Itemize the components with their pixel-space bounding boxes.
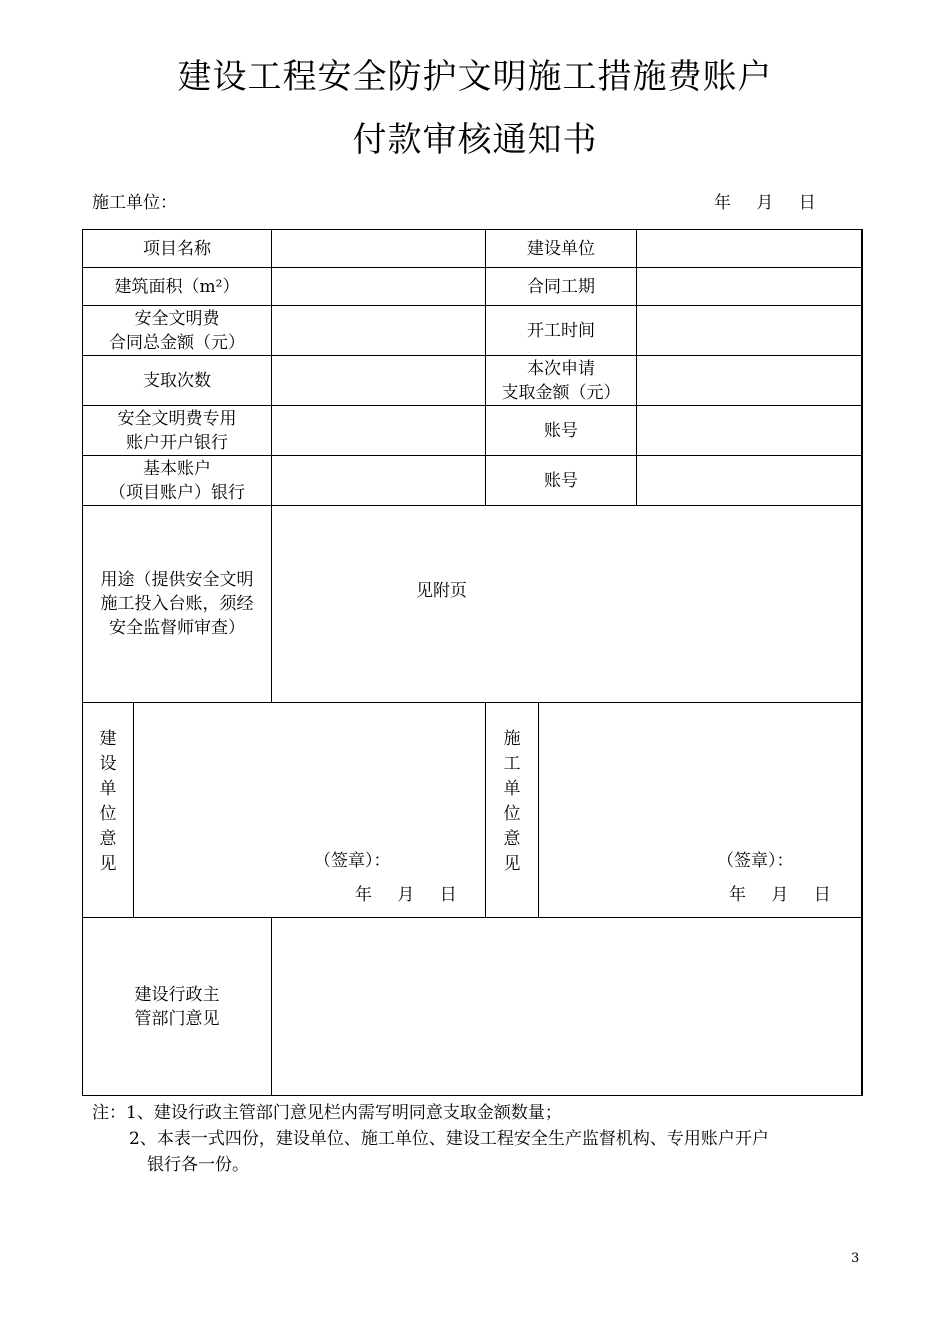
contractor-opinion-field[interactable] [539,703,862,918]
start-time-field[interactable] [637,306,862,356]
contractor-opinion-date: 年 月 日 [729,885,831,905]
form-row-admin [83,918,862,1096]
builder-opinion-label-text: 建设单位意见 [99,729,117,874]
basic-account-bank-label-line1: 基本账户 [143,458,211,479]
construction-unit-label: 施工单位： [92,193,177,213]
contractor-opinion-label-text: 施工单位意见 [503,729,521,874]
purpose-label [83,506,272,703]
builder-field[interactable] [637,230,862,268]
document-title-line2: 付款审核通知书 [352,120,598,160]
safety-fee-total-label-line1: 安全文明费 [134,308,220,329]
audit-form-table [82,229,863,1096]
header-date-label: 年 月 日 [714,193,816,213]
form-row-opinions [83,703,862,918]
basic-account-bank-label [83,456,272,506]
basic-account-no-label: 账号 [486,456,637,506]
withdrawal-count-field[interactable] [272,356,486,406]
form-row-basic-account [83,456,862,506]
contractor-opinion-label [486,703,539,918]
request-amount-field[interactable] [637,356,862,406]
basic-account-no-field[interactable] [637,456,862,506]
builder-opinion-label [83,703,134,918]
notes [92,1100,769,1178]
floor-area-label: 建筑面积（m²） [83,268,272,306]
safety-fee-total-label [83,306,272,356]
safety-fee-total-field[interactable] [272,306,486,356]
project-name-field[interactable] [272,230,486,268]
request-amount-label-line2: 支取金额（元） [501,382,621,403]
document-title-line1: 建设工程安全防护文明施工措施费账户 [177,57,773,97]
builder-opinion-date: 年 月 日 [355,885,457,905]
contract-period-field[interactable] [637,268,862,306]
form-row-project [83,230,862,268]
admin-opinion-label [83,918,272,1096]
purpose-field[interactable]: 见附页 [272,506,862,703]
special-account-bank-label-line1: 安全文明费专用 [117,408,237,429]
floor-area-field[interactable] [272,268,486,306]
basic-account-bank-field[interactable] [272,456,486,506]
admin-opinion-label-line2: 管部门意见 [134,1008,220,1029]
safety-fee-total-label-line2: 合同总金额（元） [109,332,245,353]
special-account-bank-field[interactable] [272,406,486,456]
form-row-withdrawal [83,356,862,406]
form-row-area [83,268,862,306]
request-amount-label [486,356,637,406]
special-account-no-field[interactable] [637,406,862,456]
contract-period-label: 合同工期 [486,268,637,306]
start-time-label: 开工时间 [486,306,637,356]
admin-opinion-label-line1: 建设行政主 [134,984,220,1005]
special-account-bank-label [83,406,272,456]
purpose-label-line3: 安全监督师审查） [109,618,245,638]
note-line1: 注：1、建设行政主管部门意见栏内需写明同意支取金额数量； [92,1103,562,1123]
admin-opinion-field[interactable] [272,918,862,1096]
form-row-purpose [83,506,862,703]
page-number: 3 [851,1251,860,1266]
builder-label: 建设单位 [486,230,637,268]
request-amount-label-line1: 本次申请 [527,358,595,379]
form-row-safety-fee [83,306,862,356]
builder-opinion-field[interactable] [134,703,486,918]
note-line3: 银行各一份。 [147,1155,249,1175]
basic-account-bank-label-line2: （项目账户）银行 [109,482,245,503]
purpose-label-line2: 施工投入台账，须经 [100,594,254,614]
withdrawal-count-label: 支取次数 [83,356,272,406]
note-line2: 2、本表一式四份，建设单位、施工单位、建设工程安全生产监督机构、专用账户开户 [129,1129,769,1149]
project-name-label: 项目名称 [83,230,272,268]
purpose-label-line1: 用途（提供安全文明 [100,570,254,590]
contractor-seal-label: （签章）： [717,851,794,871]
special-account-bank-label-line2: 账户开户银行 [126,432,228,453]
builder-seal-label: （签章）： [314,851,391,871]
special-account-no-label: 账号 [486,406,637,456]
form-row-special-account [83,406,862,456]
